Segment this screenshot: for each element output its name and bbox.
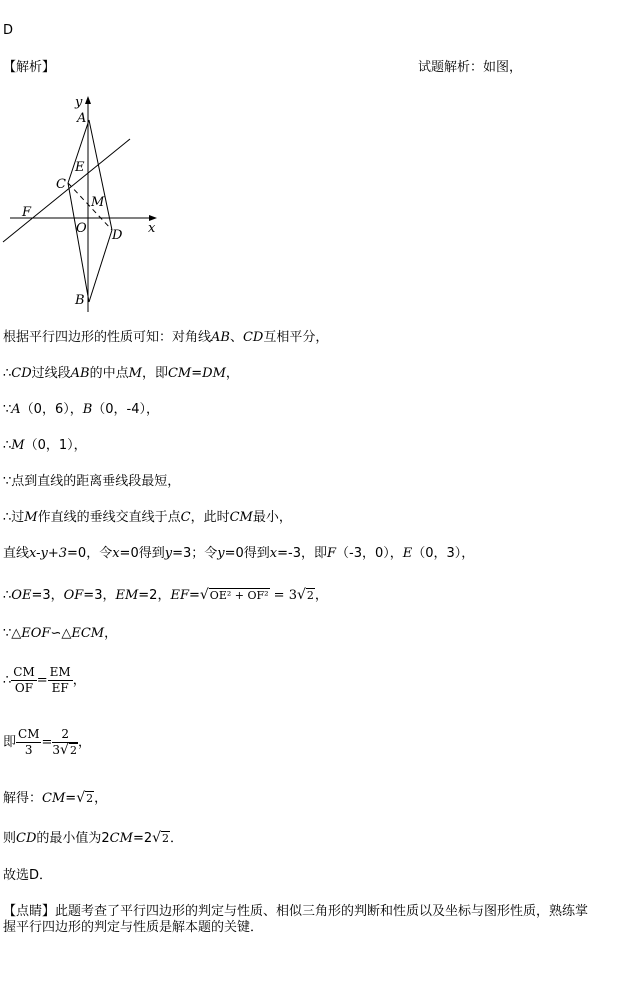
label-m: M [91,195,105,210]
line-6: ∴过M作直线的垂线交直线于点C，此时CM最小， [3,510,292,525]
line-14: 故选D． [3,868,53,883]
label-b: B [75,293,85,308]
label-c: C [56,177,66,192]
line-4: ∴M（0，1）， [3,438,87,453]
line-1: 根据平行四边形的性质可知：对角线AB、CD互相平分， [3,330,329,345]
segment-cb [68,183,89,302]
line-9: ∵△EOF∽△ECM， [3,626,118,641]
y-axis-arrow [85,96,91,104]
line-12: 解得：CM=√2， [3,790,108,806]
line-7: 直线x-y+3=0，令x=0得到y=3；令y=0得到x=-3，即F（-3，0），E（0，3）， [3,546,475,561]
fraction-cm-3: $\frac{CM}{3}$ [18,727,40,757]
label-o: O [76,221,87,236]
fraction-em-ef: $\frac{EM}{EF}$ [49,665,71,695]
label-a: A [77,111,87,126]
line-10: ∴ $\frac{CM}{OF}$ = $\frac{EM}{EF}$ ， [3,665,86,695]
analysis-intro: 试题解析：如图， [418,60,523,75]
line-16: 握平行四边形的判定与性质是解本题的关键． [3,920,264,935]
line-2: ∴CD过线段AB的中点M，即CM=DM， [3,366,239,381]
line-3: ∵A（0，6），B（0，-4）， [3,402,160,417]
line-13: 则CD的最小值为2CM=2√2． [3,830,184,846]
radical-oe-of: OE² + OF² [209,589,269,602]
fraction-cm-of: $\frac{CM}{OF}$ [13,665,35,695]
analysis-tag: 【解析】 [3,60,56,75]
label-f: F [22,205,32,220]
segment-bd [89,230,112,302]
label-d: D [112,228,123,243]
geometry-figure [0,88,170,313]
line-5: ∵点到直线的距离垂线段最短， [3,474,181,489]
line-8: ∴OE=3，OF=3，EM=2，EF=√OE² + OF² = 3√2， [3,587,328,603]
segment-da [89,120,112,230]
label-e: E [75,160,85,175]
answer-letter: D [3,23,14,38]
line-11: 即 $\frac{CM}{3}$ = $\frac{2}{3√2}$ ， [3,727,91,758]
label-x: x [148,221,156,236]
fraction-2-3root2: $\frac{2}{3√2}$ [52,727,77,758]
line-15: 【点睛】此题考查了平行四边形的判定与性质、相似三角形的判断和性质以及坐标与图形性质，熟练掌 [3,904,589,919]
label-y: y [75,95,83,110]
